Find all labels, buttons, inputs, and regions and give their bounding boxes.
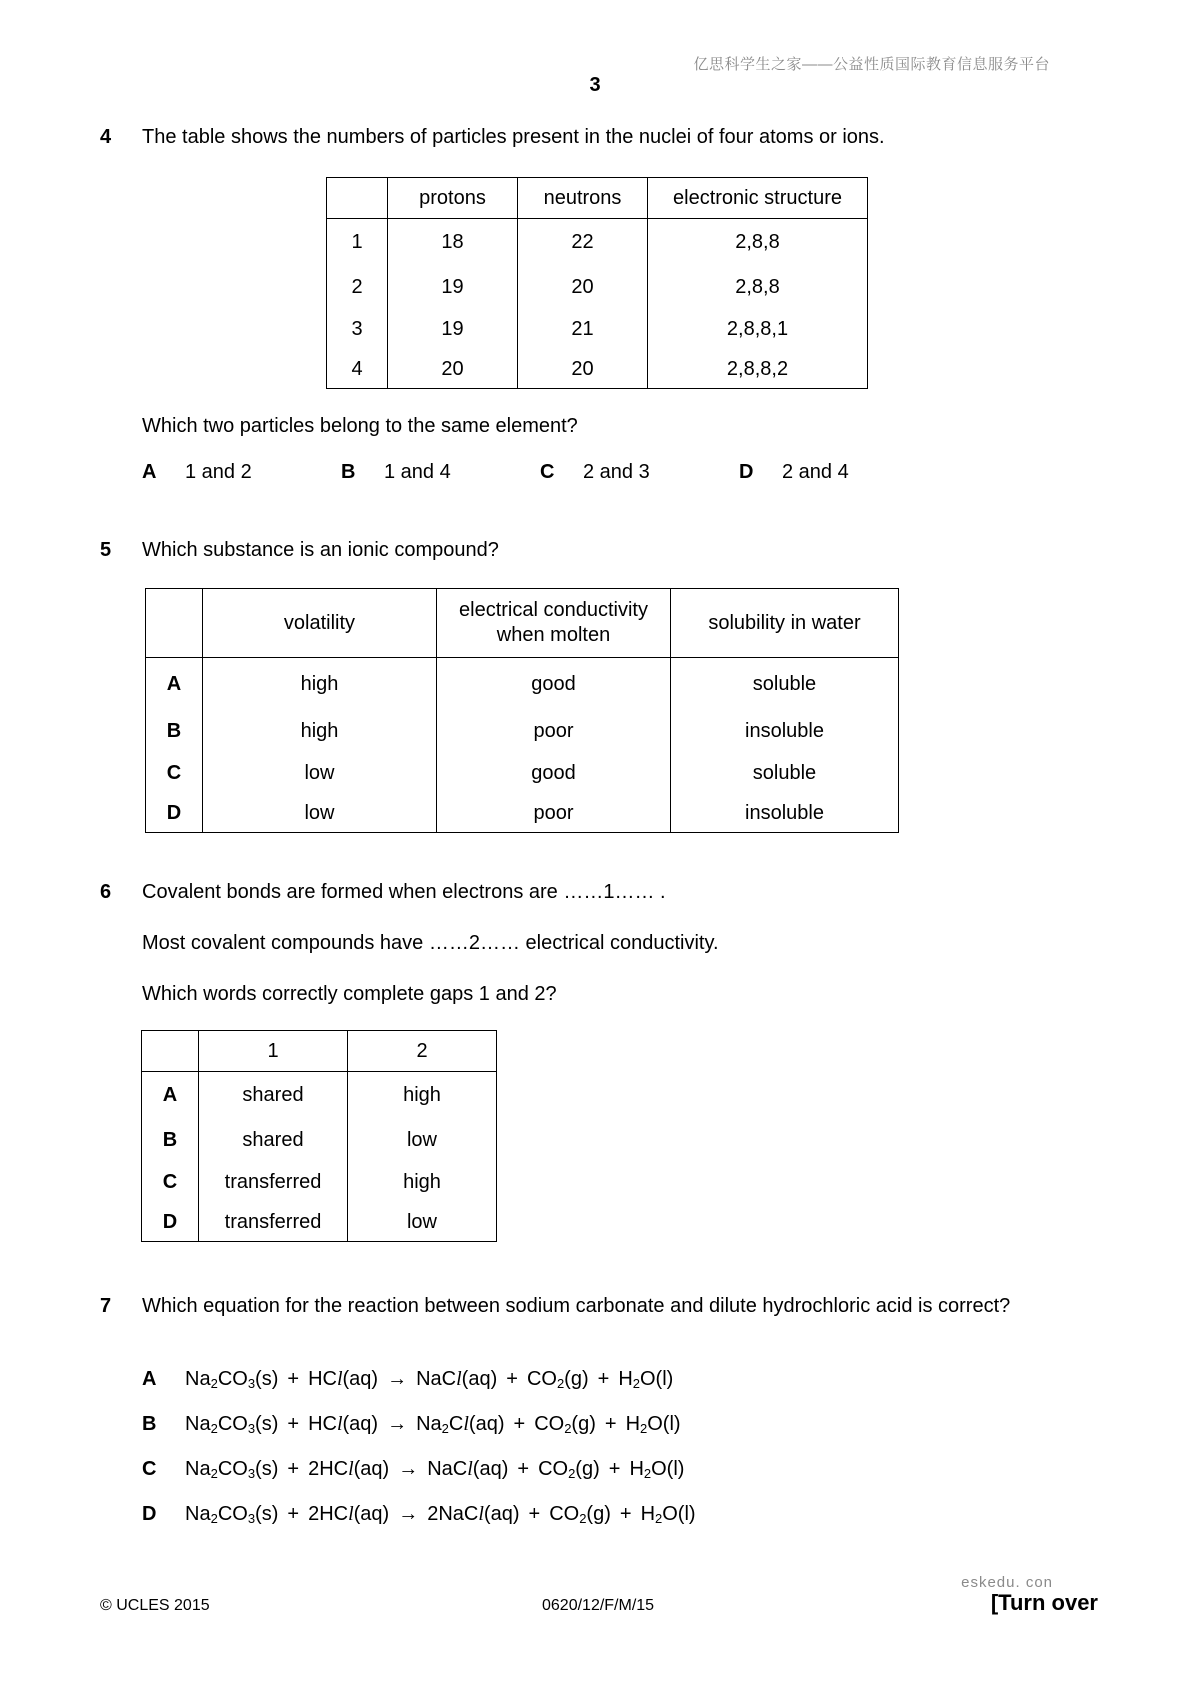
table-row-key: A [146,658,203,711]
table-cell: high [203,658,437,711]
watermark-text: 亿思科学生之家——公益性质国际教育信息服务平台 [693,56,1050,73]
table-header [327,178,388,219]
table-cell: transferred [199,1162,348,1204]
table-header: protons [388,178,518,219]
table-cell: 2,8,8 [648,219,868,267]
table-cell: good [437,753,671,795]
table-header: 2 [348,1031,497,1072]
table-cell: 3 [327,309,388,351]
table-cell: high [348,1162,497,1204]
turn-over: [Turn over [990,1590,1098,1615]
table-cell: insoluble [671,711,899,753]
table-row-key: C [146,753,203,795]
question-4-text: The table shows the numbers of particles present in the nuclei of four atoms or ions. [142,126,885,148]
table-cell: 22 [518,219,648,267]
table-row-key: D [142,1204,199,1242]
question-6-table [141,1030,497,1242]
paper-code: 0620/12/F/M/15 [542,1597,655,1614]
table-cell: 20 [388,351,518,389]
table-row-key: B [142,1120,199,1162]
table-cell: 2,8,8,1 [648,309,868,351]
table-cell: insoluble [671,795,899,833]
question-4-number: 4 [100,126,112,148]
question-5-text: Which substance is an ionic compound? [142,539,499,561]
table-cell: 2,8,8,2 [648,351,868,389]
table-header [142,1031,199,1072]
answer-option[interactable]: D 2 and 4 [739,461,849,483]
table-cell: soluble [671,658,899,711]
answer-option[interactable]: C $Na_2CO_3(s) + 2HCl(aq)$ → NaCl(aq) + $CO_2(g) + H_2O(l)$ [142,1458,685,1481]
answer-option[interactable]: D $Na_2CO_3(s) + 2HCl(aq)$ → 2NaCl(aq) + $CO_2(g) + H_2O(l)$ [142,1503,696,1526]
table-cell: 2 [327,267,388,309]
question-5-number: 5 [100,539,112,561]
question-5-table [145,588,899,833]
table-row-key: A [142,1072,199,1120]
table-cell: 1 [327,219,388,267]
table-row-key: B [146,711,203,753]
answer-option[interactable]: B $Na_2CO_3(s) + HCl(aq) \to Na_2Cl(aq) + CO_2(g) + H_2O(l)$ [142,1413,681,1436]
question-6-number: 6 [100,881,112,903]
table-cell: 21 [518,309,648,351]
table-cell: transferred [199,1204,348,1242]
table-cell: shared [199,1120,348,1162]
table-header: electrical conductivity when molten [437,589,671,658]
table-header [146,589,203,658]
table-row-key: C [142,1162,199,1204]
answer-option[interactable]: B 1 and 4 [341,461,451,483]
table-cell: low [203,753,437,795]
answer-option[interactable]: A 1 and 2 [142,461,252,483]
table-cell: 2,8,8 [648,267,868,309]
table-header: neutrons [518,178,648,219]
table-cell: 4 [327,351,388,389]
question-6-prompt: Which words correctly complete gaps 1 and 2? [142,983,557,1005]
site-watermark: eskedu. con [961,1574,1053,1591]
table-cell: poor [437,711,671,753]
table-cell: 19 [388,267,518,309]
answer-option[interactable]: A $Na_2CO_3(s) + HCl(aq)$ → NaCl(aq) + $CO_2(g) + H_2O(l)$ [142,1368,674,1391]
table-header: volatility [203,589,437,658]
table-cell: 19 [388,309,518,351]
table-cell: high [348,1072,497,1120]
table-header: solubility in water [671,589,899,658]
answer-option[interactable]: C 2 and 3 [540,461,650,483]
table-cell: shared [199,1072,348,1120]
table-cell: low [203,795,437,833]
table-header: 1 [199,1031,348,1072]
table-row-key: D [146,795,203,833]
question-6-line-1: Covalent bonds are formed when electrons are ……1…… . [142,881,666,903]
table-cell: 20 [518,351,648,389]
table-cell: low [348,1120,497,1162]
table-header: electronic structure [648,178,868,219]
question-7-text: Which equation for the reaction between sodium carbonate and dilute hydrochloric acid is correct? [142,1295,1011,1317]
table-cell: soluble [671,753,899,795]
table-cell: 20 [518,267,648,309]
page-number: 3 [589,74,601,96]
table-cell: good [437,658,671,711]
question-4-table [326,177,868,389]
table-cell: high [203,711,437,753]
table-cell: low [348,1204,497,1242]
question-4-prompt: Which two particles belong to the same element? [142,415,578,437]
question-7-number: 7 [100,1295,112,1317]
question-4-options [142,461,1042,487]
table-cell: 18 [388,219,518,267]
copyright: © UCLES 2015 [100,1597,210,1614]
question-6-line-2: Most covalent compounds have ……2…… electrical conductivity. [142,932,719,954]
table-cell: poor [437,795,671,833]
